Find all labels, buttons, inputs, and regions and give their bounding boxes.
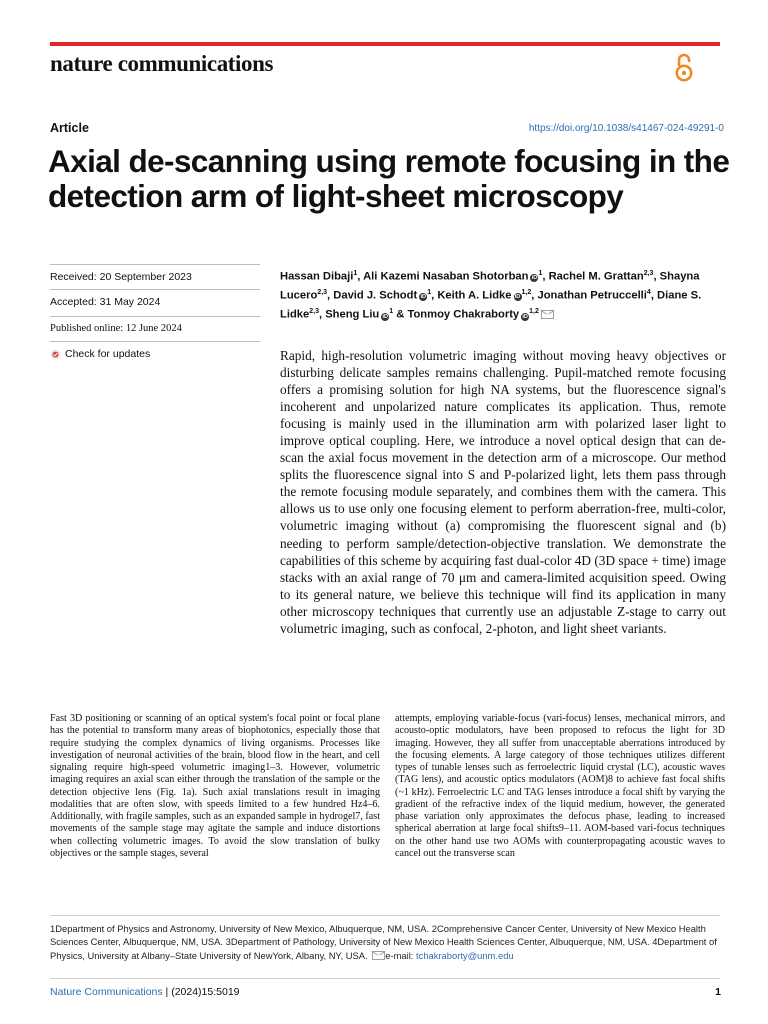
author-list: Hassan Dibaji$^1$, Ali Kazemi Nasaban Shotorban $iD^1$, Rachel M. Grattan$^{2,3}$, Shayna Lucero$^{2,3}$, David J. Schodt $iD^1$, Keith A. Lidke iD$^{1,2}$, Jonathan Petruccelli$^4$, Diane S. Lidke$^{2,3}$, Sheng Liu $iD^1$ & Tonmoy Chakraborty iD$^{1,2}$ <box>280 270 702 322</box>
body-text-column-1: Fast 3D positioning or scanning of an optical system's focal point or focal plane has the potential to transform many areas of biophotonics, especially those that require studying the complex dynamics of living organisms. Processes like investigation of neuronal activities of the brain, blood flow in the heart, and cell signaling require high-speed volumetric imaging1–3. However, volumetric imaging requires an axial scan either through the translation of the sample or the detection objective lens (Fig. 1a). Such axial translations result in imaging modalities that are often slow, with speeds limited to a few hundred Hz4–6. Additionally, with fragile samples, such as an expanded sample in hydrogel7, fast movements of the sample stage may agitate the sample and induce distortions when collecting volumetric images. To avoid the slow translation of bulky objectives or the sample stages, several <box>50 713 380 859</box>
author[interactable]: Ali Kazemi Nasaban Shotorban <box>363 270 529 283</box>
footer-citation-text: | (2024)15:5019 <box>162 986 240 998</box>
author[interactable]: Rachel M. Grattan <box>548 270 644 283</box>
footer-journal-link[interactable]: Nature Communications <box>50 986 163 998</box>
orcid-icon[interactable]: iD <box>531 275 538 282</box>
author[interactable]: Tonmoy Chakraborty <box>407 309 520 322</box>
corresponding-email-link[interactable]: tchakraborty@unm.edu <box>416 949 514 961</box>
published-date: Published online: 12 June 2024 <box>50 316 260 334</box>
email-label: e-mail: <box>385 949 414 961</box>
email-icon[interactable] <box>541 310 554 319</box>
footnote-divider <box>50 915 720 916</box>
check-updates-label: Check for updates <box>65 348 151 360</box>
header-accent-bar <box>50 42 720 46</box>
email-icon <box>372 951 385 960</box>
doi-link[interactable]: https://doi.org/10.1038/s41467-024-49291-0 <box>528 123 724 134</box>
footer-divider <box>50 978 720 979</box>
body-text-column-2: attempts, employing variable-focus (vari-focus) lenses, mechanical mirrors, and acousto-optic modulators, have been proposed to refocus the light for 3D imaging. However, they all suffer from unacceptable aberrations introduced by the focusing elements. A large category of those techniques utilizes different types of tunable lenses such as ferroelectric liquid crystal (LC), acoustic waves (TAG lens), and acoustic optics modulators (AOM)8 to achieve fast focal shifts (~1 kHz). Ferroelectric LC and TAG lenses introduce a focal shift by varying the gradient of the refractive index of the liquid medium, however, the generated phase variation only approximates the defocus phase, leading to increased spherical aberration at large focal shifts9–11. AOM-based vari-focus techniques on the other hand use two AOMs with counterpropagating acoustic waves to cancel out the transverse scan <box>395 713 725 859</box>
check-updates-icon <box>50 349 61 360</box>
author[interactable]: Sheng Liu <box>325 309 380 322</box>
orcid-icon[interactable]: iD <box>420 294 426 301</box>
author[interactable]: Hassan Dibaji <box>280 270 354 283</box>
received-date: Received: 20 September 2023 <box>50 264 260 283</box>
footer-citation <box>50 986 240 998</box>
article-title: Axial de-scanning using remote focusing in the detection arm of light-sheet microscopy <box>48 143 730 214</box>
author[interactable]: Shayna Lucero <box>280 270 700 302</box>
author[interactable]: David J. Schodt <box>333 289 418 302</box>
article-type-label: Article <box>50 121 89 135</box>
check-updates-row[interactable] <box>50 341 260 360</box>
author[interactable]: Jonathan Petruccelli <box>537 289 647 302</box>
affiliations-text: 1Department of Physics and Astronomy, University of New Mexico, Albuquerque, NM, USA. 2Comprehensive Cancer Center, University of New Mexico Health Sciences Center, Albuquerque, NM, USA. 3Department of Pathology, University of New Mexico Health Sciences Center, Albuquerque, NM, USA. 4Department of Physics, University at Albany–State University of NewYork, Albany, NY, USA. <box>50 923 717 961</box>
affiliations-footnote <box>50 922 730 962</box>
author[interactable]: Keith A. Lidke <box>437 289 512 302</box>
orcid-icon[interactable]: iD <box>514 294 521 301</box>
author[interactable]: Diane S. Lidke <box>280 289 702 322</box>
open-access-icon <box>673 52 695 84</box>
orcid-icon[interactable]: iD <box>522 313 528 320</box>
accepted-date: Accepted: 31 May 2024 <box>50 289 260 308</box>
journal-name[interactable]: nature communications <box>50 51 274 76</box>
page-number: 1 <box>715 986 721 998</box>
orcid-icon[interactable]: iD <box>382 313 389 320</box>
abstract: Rapid, high-resolution volumetric imaging without moving heavy objectives or disturbing delicate samples remains challenging. Pupil-matched remote focusing offers a promising solution for high NA systems, but the fluorescence signal's incoherent and unpolarized nature complicates its application. Thus, remote focusing is mainly used in the illumination arm with polarized laser light to improve optical coupling. Here, we introduce a novel optical design that can de-scan the axial focus movement in the detection arm of a microscope. Our method splits the fluorescence signal into S and P-polarized light, lets them pass through the remote focusing module separately, and combines them with the camera. This allows us to use only one focusing element to perform aberration-free, multi-color, volumetric imaging without (a) compromising the fluorescent signal and (b) needing to perform sample/detection-objective translation. We demonstrate the capabilities of this scheme by acquiring fast dual-color 4D (3D space + time) image stacks with an axial range of 70 μm and camera-limited acquisition speed. Owing to its general nature, we believe this technique will find its application in many other microscopy techniques that currently use an adjustable Z-stage to carry out volumetric imaging, such as confocal, 2-photon, and light sheet variants. <box>280 348 726 636</box>
check-updates-button[interactable] <box>50 348 260 360</box>
